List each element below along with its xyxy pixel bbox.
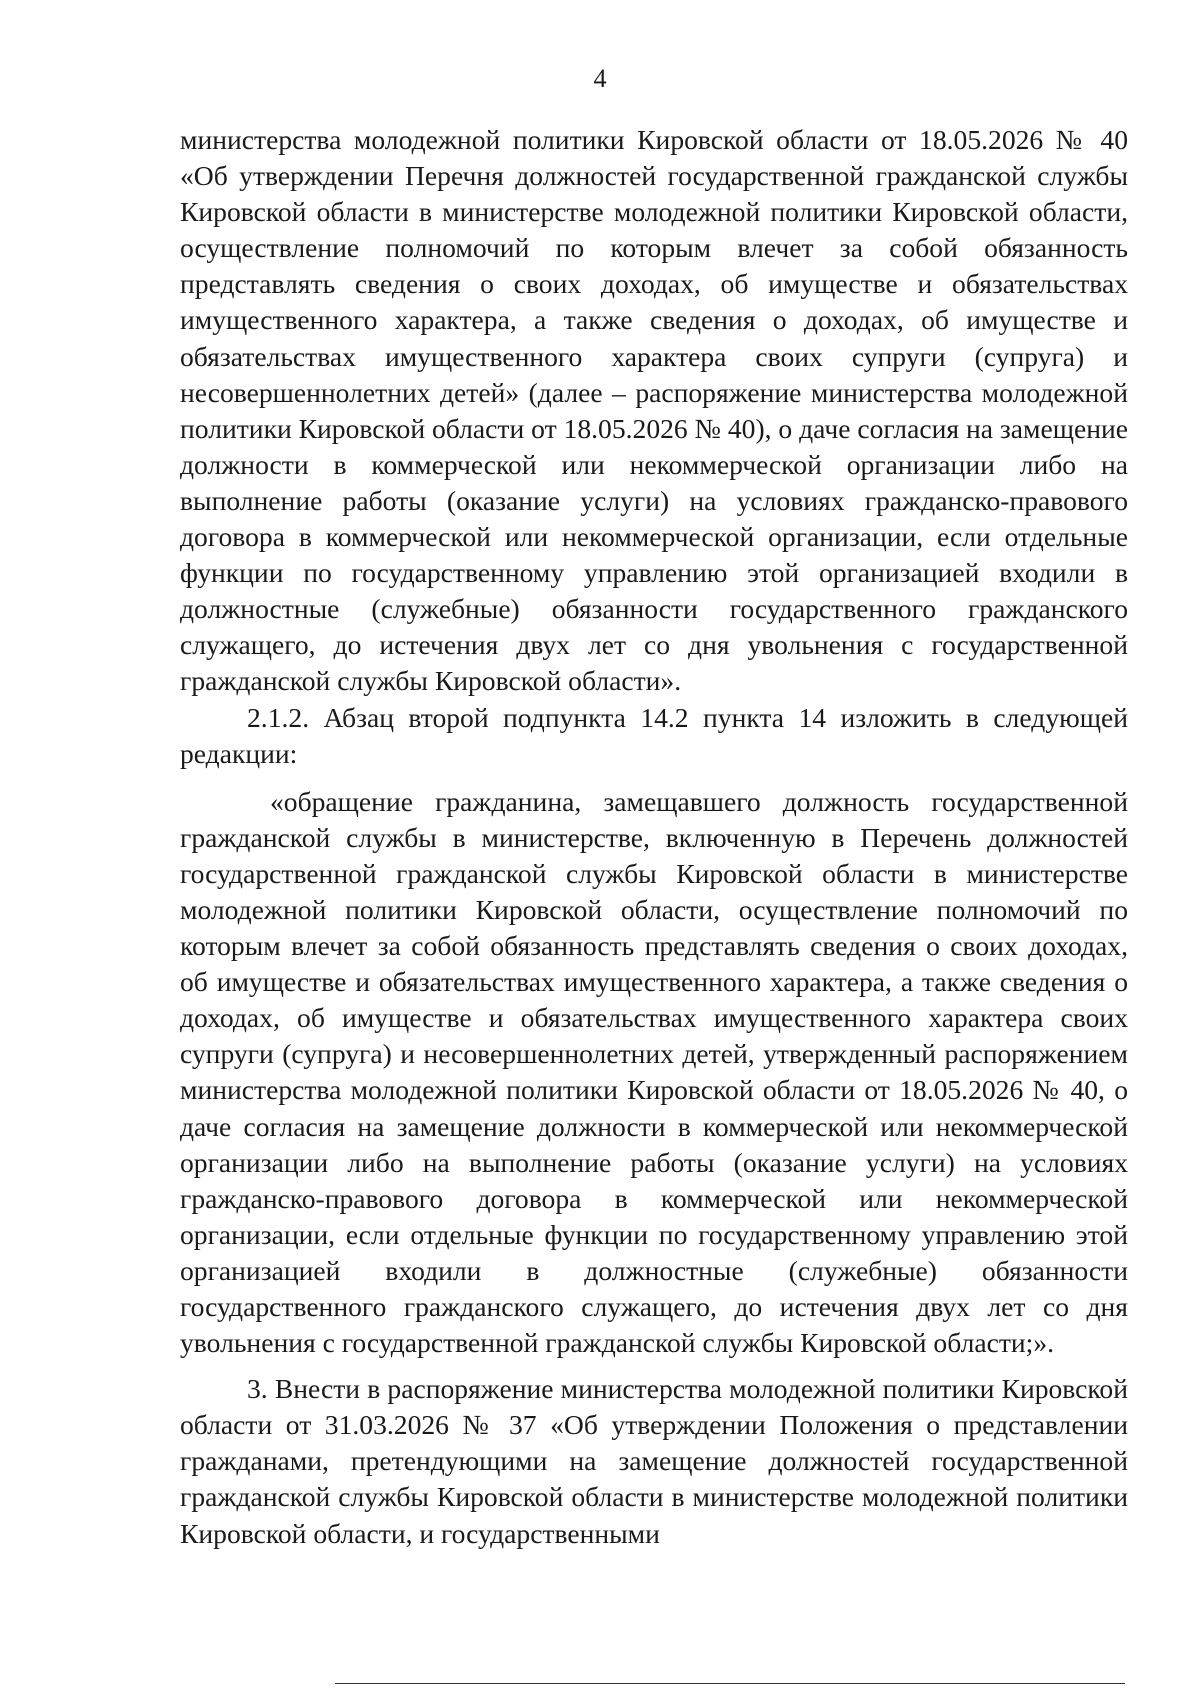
paragraph-quoted-amendment: «обращение гражданина, замещавшего должность государственной гражданской службы в министерстве, включенную в Перечень должностей государственной гражданской службы Кировской области в министерстве молодежной политики Кировской области, осуществление полномочий по которым влечет за собой обязанность представлять сведения о своих доходах, об имуществе и обязательствах имущественного характера, а также сведения о доходах, об имуществе и обязательствах имущественного характера своих супруги (супруга) и несовершеннолетних детей, утвержденный распоряжением министерства молодежной политики Кировской области от 18.05.2026 № 40, о даче согласия на замещение должности в коммерческой или некоммерческой организации либо на выполнение работы (оказание услуги) на условиях гражданско-правового договора в коммерческой или некоммерческой организации, если отдельные функции по государственному управлению этой организацией входили в должностные (служебные) обязанности государственного гражданского служащего, до истечения двух лет со дня увольнения с государственной гражданской службы Кировской области;». bbox=[180, 785, 1128, 1359]
paragraph-continuation: министерства молодежной политики Кировской области от 18.05.2026 № 40 «Об утверждении Перечня должностей государственной гражданской службы Кировской области в министерстве молодежной политики Кировской области, осуществление полномочий по которым влечет за собой обязанность представлять сведения о своих доходах, об имуществе и обязательствах имущественного характера, а также сведения о доходах, об имуществе и обязательствах имущественного характера своих супруги (супруга) и несовершеннолетних детей» (далее – распоряжение министерства молодежной политики Кировской области от 18.05.2026 № 40), о даче согласия на замещение должности в коммерческой или некоммерческой организации либо на выполнение работы (оказание услуги) на условиях гражданско-правового договора в коммерческой или некоммерческой организации, если отдельные функции по государственному управлению этой организацией входили в должностные (служебные) обязанности государственного гражданского служащего, до истечения двух лет со дня увольнения с государственной гражданской службы Кировской области». bbox=[180, 124, 1128, 697]
document-body bbox=[180, 122, 1128, 1552]
page-number: 4 bbox=[593, 64, 607, 93]
paragraph-3: 3. Внести в распоряжение министерства молодежной политики Кировской области от 31.03.2026 № 37 «Об утверждении Положения о представлении гражданами, претендующими на замещение должностей государственной гражданской службы Кировской области в министерстве молодежной политики Кировской области, и государственными bbox=[180, 1373, 1128, 1549]
paragraph-2-1-2: 2.1.2. Абзац второй подпункта 14.2 пункта 14 изложить в следующей редакции: bbox=[180, 701, 1128, 769]
bottom-rule bbox=[335, 1683, 1125, 1684]
